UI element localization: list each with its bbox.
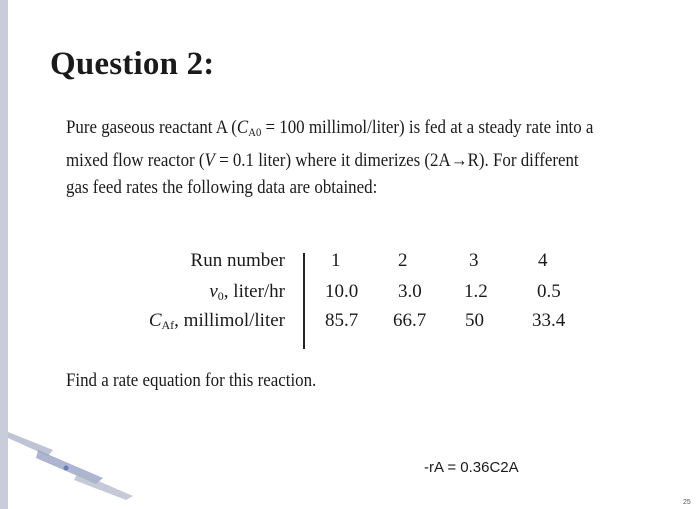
slide-decoration-streaks: [8, 430, 158, 500]
row-label-feed-rate: [209, 281, 285, 307]
feed-rate-unit: , liter/hr: [223, 281, 285, 302]
problem-statement: [66, 114, 596, 202]
outlet-conc-unit: , millimol/liter: [174, 310, 285, 331]
table-cell: 2: [398, 250, 408, 271]
line2-text-a: mixed flow reactor (: [66, 149, 205, 171]
outlet-conc-symbol: C: [148, 310, 162, 331]
table-cell: 85.7: [325, 310, 359, 331]
table-cell: 4: [538, 250, 548, 271]
problem-line-3: gas feed rates the following data are obtained:: [66, 177, 378, 198]
task-prompt: Find a rate equation for this reaction.: [66, 370, 317, 391]
problem-line-2: [66, 147, 596, 175]
data-table: [0, 246, 700, 346]
table-cell: 3.0: [398, 281, 422, 302]
table-cell: 0.5: [537, 281, 561, 302]
volume-symbol: V: [204, 149, 215, 171]
row-label-outlet-concentration: [149, 310, 285, 336]
table-cell: 10.0: [325, 281, 359, 302]
table-cell: 66.7: [393, 310, 427, 331]
outlet-conc-subscript: Af: [161, 318, 175, 332]
table-cell: 1: [331, 250, 341, 271]
row-label-run-number: Run number: [190, 250, 285, 271]
line2-text-b: = 0.1 liter) where it dimerizes (2A→R). For different: [214, 149, 579, 171]
line1-text-a: Pure gaseous reactant A (: [66, 117, 237, 138]
table-cell: 33.4: [532, 310, 566, 331]
table-cell: 1.2: [464, 281, 488, 302]
feed-rate-symbol: v: [209, 281, 218, 302]
line1-text-b: = 100 millimol/liter) is fed at a steady rate into a: [261, 117, 594, 138]
concentration-symbol: C: [236, 117, 249, 138]
page-number: 25: [683, 499, 691, 506]
table-cell: 50: [465, 310, 484, 331]
concentration-subscript: A0: [248, 125, 262, 139]
answer-text: -rA = 0.36C2A: [424, 459, 519, 476]
table-cell: 3: [469, 250, 479, 271]
question-title: Question 2:: [50, 46, 215, 82]
feed-rate-subscript: 0: [217, 289, 224, 303]
problem-line-1: [66, 114, 596, 147]
table-divider: [303, 253, 305, 349]
